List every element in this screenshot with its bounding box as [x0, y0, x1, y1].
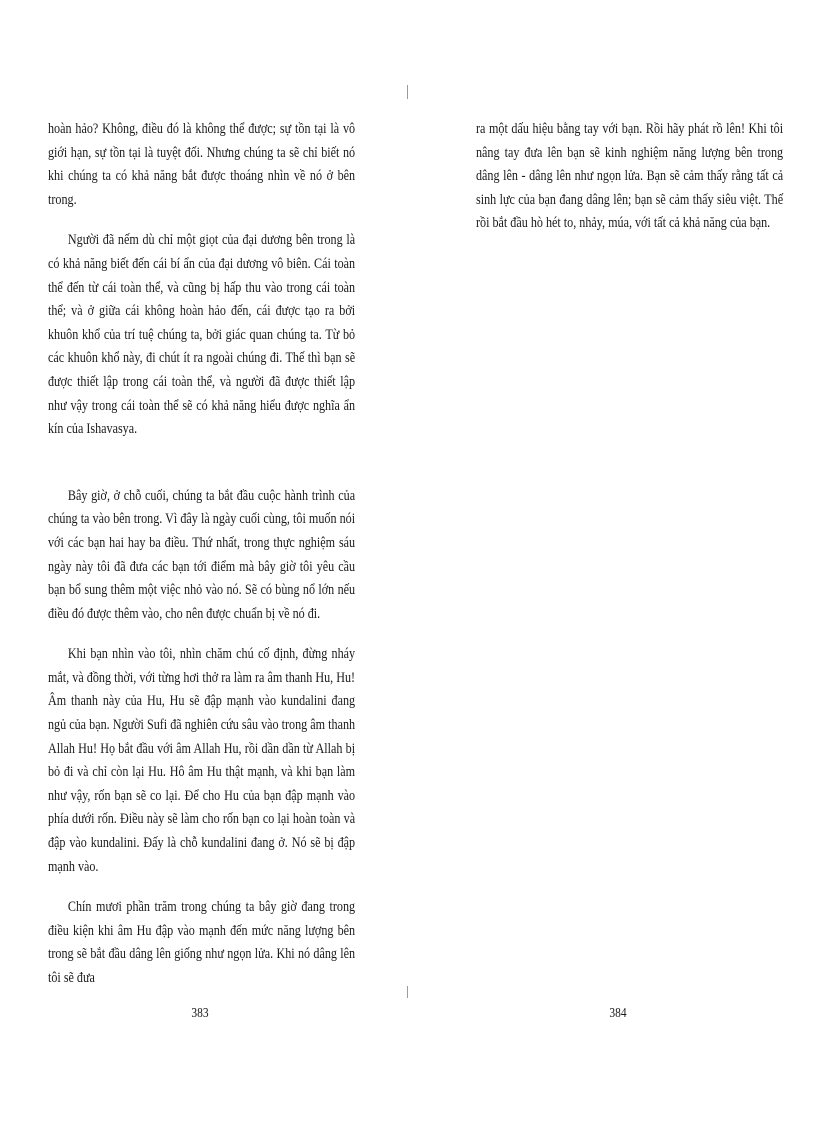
gutter-mark-bottom — [407, 986, 408, 998]
paragraph: Người đã nếm dù chỉ một giọt của đại dương bên trong là có khả năng biết đến cái bí ẩn của đại dương vô biên. Cái toàn thể đến từ cái toàn thể, và cũng bị hấp thu vào trong cái toàn thể; và ở giữa cái không hoàn hảo đến, cái được tạo ra bởi khuôn khổ của trí tuệ chúng ta, bởi giác quan chúng ta. Từ bỏ các khuôn khổ này, đi chút ít ra ngoài chúng đi. Thế thì bạn sẽ được thiết lập trong cái toàn thể, và người đã được thiết lập như vậy trong cái toàn thể sẽ có khả năng hiểu được nghĩa ẩn kín của Ishavasya. — [48, 232, 356, 438]
gutter-mark-top — [407, 85, 408, 99]
page-number-right: 384 — [609, 1005, 627, 1020]
paragraph: Bây giờ, ở chỗ cuối, chúng ta bắt đầu cuộc hành trình của chúng ta vào bên trong. Vì đây là ngày cuối cùng, tôi muốn nói với các bạn hai hay ba điều. Thứ nhất, trong thực nghiệm sáu ngày này tôi đã đưa các bạn tới điểm mà bây giờ tôi yêu cầu bạn bổ sung thêm một việc nhỏ vào nó. Sẽ có bùng nổ lớn nếu điều đó được thêm vào, cho nên được chuẩn bị về nó đi. — [48, 487, 356, 622]
paragraph: hoàn hảo? Không, điều đó là không thể được; sự tồn tại là vô giới hạn, sự tồn tại là tuyệt đối. Nhưng chúng ta sẽ chỉ biết nó khi chúng ta có khả năng bắt được thoáng nhìn về nó ở bên trong. — [48, 121, 356, 208]
paragraph: ra một dấu hiệu bằng tay với bạn. Rồi hãy phát rồ lên! Khi tôi nâng tay đưa lên bạn sẽ kinh nghiệm năng lượng bên trong dâng lên - dâng lên như ngọn lửa. Bạn sẽ cảm thấy rằng tất cả sinh lực của bạn đang dâng lên; bạn sẽ cảm thấy siêu việt. Thế rồi bắt đầu hò hét to, nhảy, múa, với tất cả khả năng của bạn. — [476, 121, 784, 232]
paragraph: Chín mươi phần trăm trong chúng ta bây giờ đang trong điều kiện khi âm Hu đập vào mạnh đến mức năng lượng bên trong sẽ bắt đầu dâng lên giống như ngọn lửa. Khi nó dâng lên tôi sẽ đưa — [48, 899, 356, 986]
left-page-text — [48, 118, 355, 1008]
paragraph: Khi bạn nhìn vào tôi, nhìn chăm chú cố định, đừng nháy mắt, và đồng thời, với từng hơi thở ra làm ra âm thanh Hu, Hu! Âm thanh này của Hu, Hu sẽ đập mạnh vào kundalini đang ngủ của bạn. Người Sufi đã nghiên cứu sâu vào trong âm thanh Allah Hu! Họ bắt đầu với âm Allah Hu, rồi dần dần từ Allah bị bỏ đi và chỉ còn lại Hu. Hô âm Hu thật mạnh, và khi bạn làm như vậy, rốn bạn sẽ co lại. Để cho Hu của bạn đập mạnh vào phía dưới rốn. Điều này sẽ làm cho rốn bạn co lại hoàn toàn và đập vào kundalini. Đấy là chỗ kundalini đang ở. Nó sẽ bị đập mạnh vào. — [48, 646, 356, 875]
right-page-text — [476, 118, 783, 253]
page-number-left: 383 — [191, 1005, 209, 1020]
